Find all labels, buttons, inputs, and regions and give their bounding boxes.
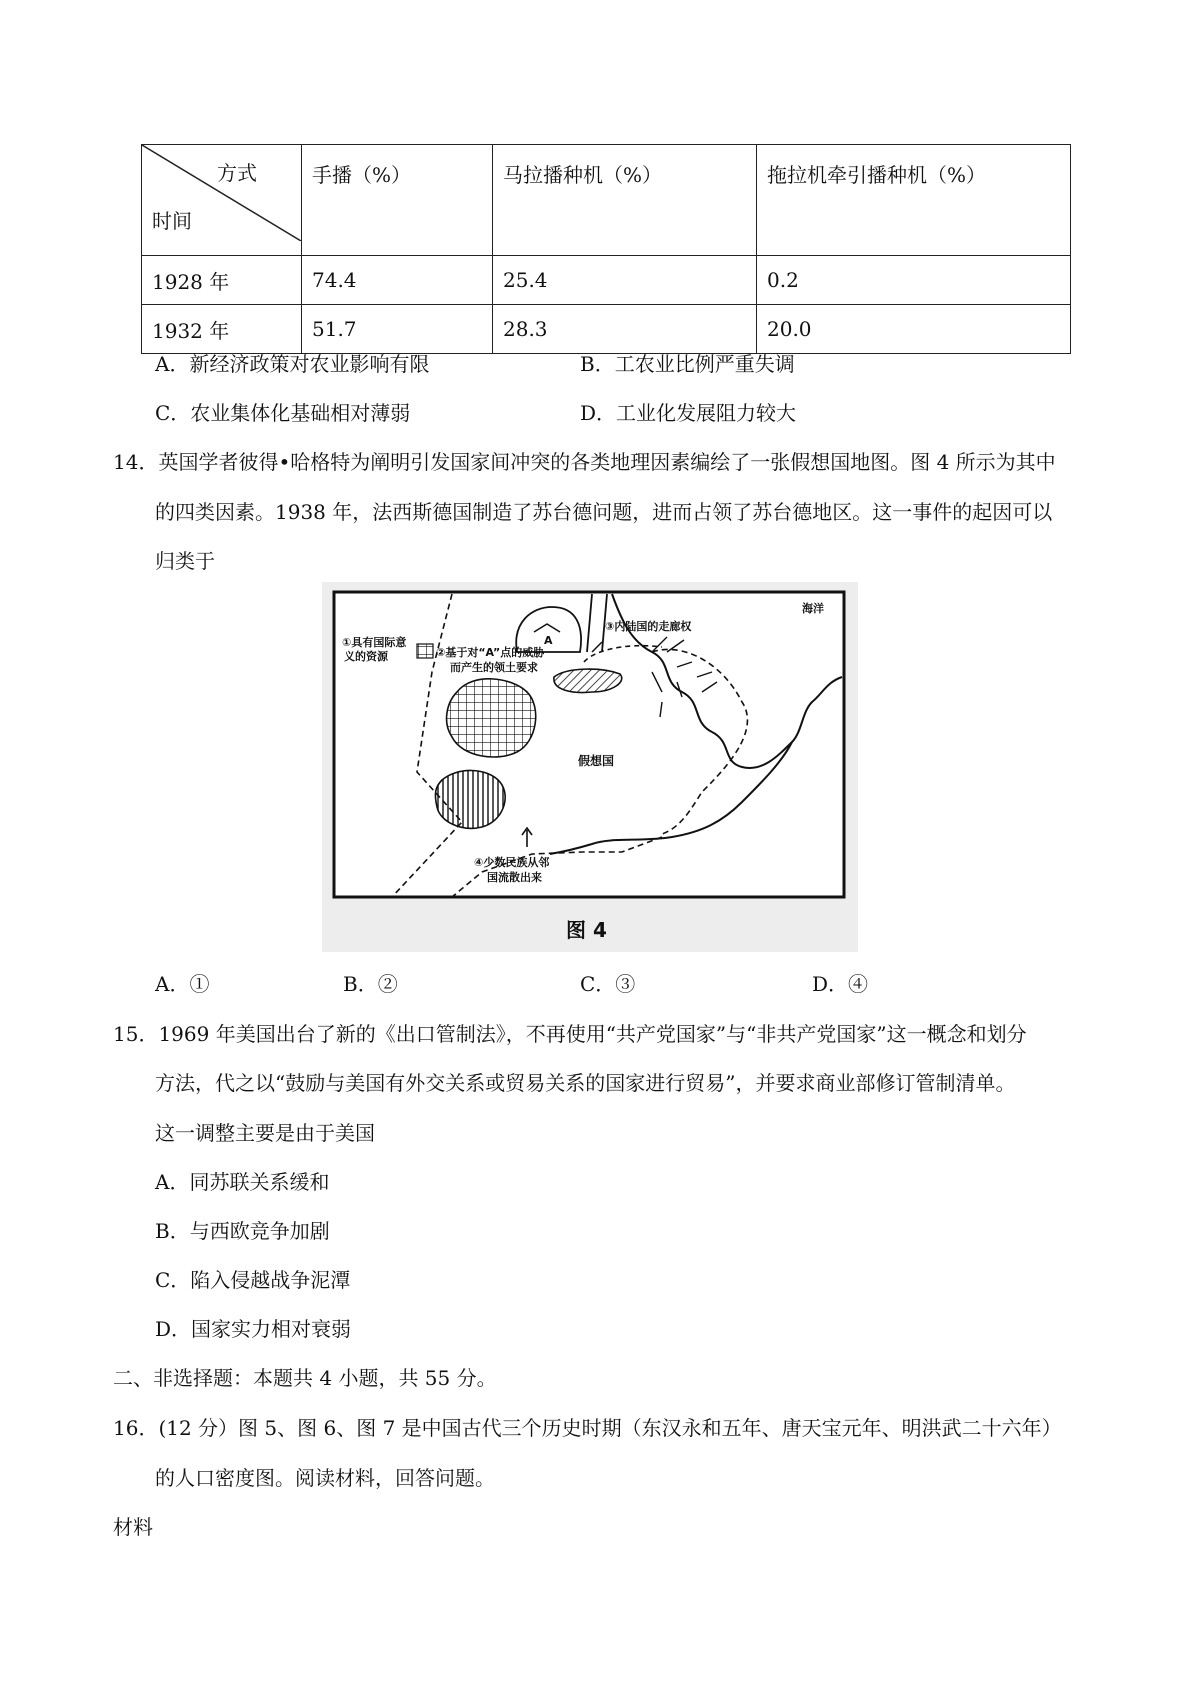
column-header: 马拉播种机（%）	[493, 145, 757, 256]
material-label: 材料	[113, 1515, 153, 1539]
label-imaginary-country: 假想国	[578, 754, 615, 768]
figure-4-map	[322, 582, 858, 952]
column-header: 手播（%）	[302, 145, 493, 256]
label-factor-4a: ④少数民族从邻	[474, 856, 550, 869]
table-row	[142, 305, 1071, 354]
option-a: A．新经济政策对农业影响有限	[155, 352, 430, 376]
question-14-line-2: 的四类因素。1938 年，法西斯德国制造了苏台德问题，进而占领了苏台德地区。这一事件的起因可以	[155, 500, 1053, 524]
option-c: C．农业集体化基础相对薄弱	[155, 401, 411, 425]
table-corner-cell	[142, 145, 302, 256]
question-16-line-2: 的人口密度图。阅读材料，回答问题。	[155, 1466, 495, 1490]
option-a: A．同苏联关系缓和	[155, 1170, 330, 1194]
label-factor-4b: 国流散出来	[487, 871, 542, 884]
option-d: D．④	[812, 972, 869, 996]
row-year: 1932 年	[142, 305, 302, 354]
option-c: C．陷入侵越战争泥潭	[155, 1268, 351, 1292]
cell-value: 25.4	[493, 256, 757, 305]
column-header: 拖拉机牵引播种机（%）	[757, 145, 1071, 256]
label-sea: 海洋	[802, 602, 824, 615]
option-d: D．工业化发展阻力较大	[580, 401, 797, 425]
option-b: B．②	[343, 972, 398, 996]
label-point-a: A	[544, 634, 553, 647]
cell-value: 74.4	[302, 256, 493, 305]
figure-caption: 图 4	[566, 918, 607, 942]
cell-value: 20.0	[757, 305, 1071, 354]
cell-value: 0.2	[757, 256, 1071, 305]
label-factor-2a: ②基于对“A”点的威胁	[436, 646, 545, 659]
question-14-line-3: 归类于	[155, 549, 215, 573]
table-row	[142, 256, 1071, 305]
label-factor-1a: ①具有国际意	[342, 636, 407, 649]
label-factor-1b: 义的资源	[344, 650, 388, 663]
option-d: D．国家实力相对衰弱	[155, 1317, 352, 1341]
section-heading: 二、非选择题：本题共 4 小题，共 55 分。	[113, 1366, 497, 1390]
option-b: B．工农业比例严重失调	[580, 352, 795, 376]
label-factor-3: ③内陆国的走廊权	[605, 620, 692, 633]
question-15-line-3: 这一调整主要是由于美国	[155, 1121, 375, 1145]
question-15-line-1: 15．1969 年美国出台了新的《出口管制法》，不再使用“共产党国家”与“非共产党国家”这一概念和划分	[113, 1022, 1027, 1046]
cell-value: 51.7	[302, 305, 493, 354]
sowing-methods-table	[141, 144, 1071, 354]
cell-value: 28.3	[493, 305, 757, 354]
option-c: C．③	[580, 972, 636, 996]
corner-top-label: 方式	[217, 161, 257, 185]
question-15-line-2: 方法，代之以“鼓励与美国有外交关系或贸易关系的国家进行贸易”，并要求商业部修订管制清单。	[155, 1071, 1016, 1095]
question-16-line-1: 16．(12 分）图 5、图 6、图 7 是中国古代三个历史时期（东汉永和五年、唐天宝元年、明洪武二十六年）	[113, 1416, 1062, 1440]
label-factor-2b: 而产生的领土要求	[450, 661, 538, 674]
corner-bottom-label: 时间	[152, 209, 192, 233]
question-14-line-1: 14．英国学者彼得•哈格特为阐明引发国家间冲突的各类地理因素编绘了一张假想国地图。图 4 所示为其中	[113, 450, 1056, 474]
option-a: A．①	[155, 972, 210, 996]
option-b: B．与西欧竞争加剧	[155, 1219, 330, 1243]
row-year: 1928 年	[142, 256, 302, 305]
